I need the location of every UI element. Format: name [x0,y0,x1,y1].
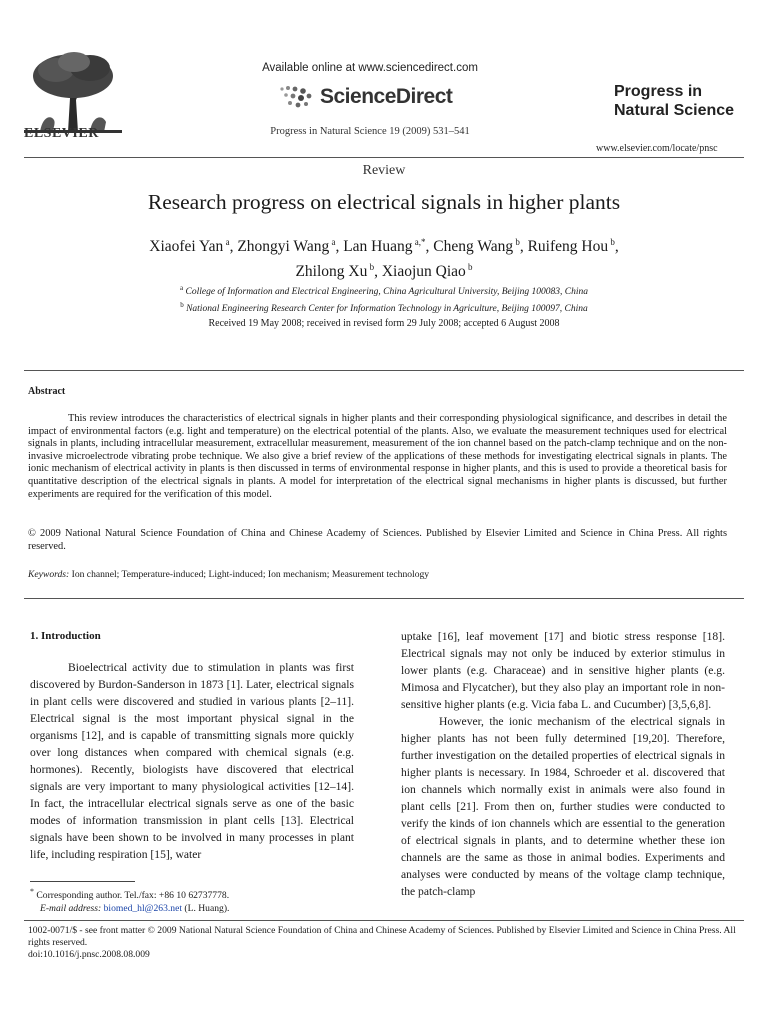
affiliation-text: National Engineering Research Center for Information Technology in Agriculture, Beijing 100097, China [186,304,588,315]
email-link[interactable]: biomed_hl@263.net [103,903,182,915]
affiliation-mark: b [180,301,184,310]
abstract-text: This review introduces the characteristics of electrical signals in higher plants and their corresponding physiological significance, and describes in detail the impact of environmental factors (e.g. light and temperature) on the electrical potential of the plants. Also, we evaluate the measurement techniques used for electrical signals in plants, including intracellular measurement, extracellular measurement, measurement of the ion channel based on the patch-clamp technique and on the non-invasive microelectrode vibrating probe technique. We also give a brief review of the applications of these methods for investigating electrical signals in plants. The ionic mechanism of electrical activity in plants is then discussed in terms of environmental response in higher plants, and this is used to provide a theoretical basis for quantitative description of the electrical signals in plants. A model for interpretation of the electrical signal mechanisms in higher plants is discussed, but further experiments are required for the verification of this model. [28,413,727,500]
author-name: Cheng Wang [433,238,514,256]
author-affil-mark: b [608,237,615,247]
author-affil-mark: a,* [412,237,426,247]
sciencedirect-dots-icon [278,85,314,109]
journal-reference: Progress in Natural Science 19 (2009) 531–541 [270,126,470,137]
author-name: Lan Huang [343,238,413,256]
author-affil-mark: b [465,262,473,273]
author-affil-mark: b [367,262,375,273]
body-right-column [401,628,725,900]
header-divider [24,157,744,158]
email-suffix: (L. Huang). [184,903,230,915]
page-footer [28,925,738,962]
affiliations [60,282,708,316]
author-name: Zhongyi Wang [237,238,330,256]
author-list: Xiaofei Yan $^a$, Zhongyi Wang $^a$, Lan Huang $^{a,*}$, Cheng Wang $^b$, Ruifeng Hou $^b$, Zhilong Xu $^b$, Xiaojun Qiao $^b$ [149,237,619,281]
front-matter: 1002-0071/$ - see front matter © 2009 National Natural Science Foundation of China and Chinese Academy of Sciences. Published by Elsevier Limited and Science in China Press. All rights reserved. [28,925,736,949]
keywords-label: Keywords: [28,569,70,580]
intro-paragraph-continued: uptake [16], leaf movement [17] and biotic stress response [18]. Electrical signals may not only be induced by exterior stimulus in lower plants (e.g. Characeae) and in sensitive higher plants (e.g. Mimosa and Flycatcher), but they also play an important role in non-sensitive higher plants (e.g. Vicia faba L. and Cucumber) [3,5,6,8]. [401,630,725,711]
footnote [30,885,360,915]
received-dates: Received 19 May 2008; received in revised form 29 July 2008; accepted 6 August 2008 [208,318,560,329]
intro-paragraph-2: However, the ionic mechanism of the electrical signals in higher plants has not been fully determined [19,20]. Therefore, further investigation on the detailed properties of electrical signals in higher plants is necessary. In 1984, Schroeder et al. discovered that ion channels which normally exist in animals were also found in plant cells [21]. From then on, further studies were conducted to verify the kinds of ion channels which are essential to the generation of electrical signals in plants, and to determine whether these ion channels are the same as those in animal bodies. Experiments and analyses were conducted by means of the voltage clamp technique, the patch-clamp [401,715,725,898]
corresponding-author: Corresponding author. Tel./fax: +86 10 62737778. [36,890,230,902]
affiliation-mark: a [180,284,184,292]
email-label: E-mail address: [40,903,102,915]
publisher-name: ELSEVIER [24,126,99,141]
keywords-list: Ion channel; Temperature-induced; Light-induced; Ion mechanism; Measurement technology [71,569,430,580]
abstract-copyright: © 2009 National Natural Science Foundation of China and Chinese Academy of Sciences. Published by Elsevier Limited and Science in China Press. All rights reserved. [28,528,727,552]
footnote-mark: * [30,887,34,896]
keywords [28,569,727,580]
affiliation-a [60,282,708,299]
journal-url[interactable]: www.elsevier.com/locate/pnsc [596,143,718,154]
author-affil-mark: a [223,237,230,247]
author-name: Xiaojun Qiao [381,263,466,281]
author-name: Ruifeng Hou [527,238,609,256]
author-name: Xiaofei Yan [149,238,224,256]
footnote-divider [30,881,135,882]
intro-paragraph: Bioelectrical activity due to stimulation in plants was first discovered by Burdon-Sanderson in 1873 [1]. Later, electrical signals in plant cells were discovered and studied in various plants [2–11]. Electrical signal is the most important physical signal in the organisms [12], and is capable of transmitting signals more quickly over long distances when compared with chemical signals (e.g. hormones). Recently, biologists have discovered that electrical signals are very important to many physiological activities [12–14]. In fact, the intracellular electrical signals serve as one of the basic modes of information transmission in plant cells [13]. Electrical signals have been shown to be involved in many processes in plant life, including respiration [15], water [30,661,354,861]
doi[interactable]: doi:10.1016/j.pnsc.2008.08.009 [28,949,150,961]
sciencedirect-logo [278,82,488,112]
article-title: Research progress on electrical signals in higher plants [147,190,621,214]
body-left-column [30,659,354,863]
journal-title [614,82,734,120]
abstract-divider-bottom [24,598,744,599]
section-heading: 1. Introduction [30,630,101,642]
affiliation-b [60,299,708,316]
author-affil-mark: a [329,237,336,247]
abstract-divider-top [24,370,744,371]
author-affil-mark: b [513,237,520,247]
journal-title-line2: Natural Science [614,102,735,119]
journal-title-line1: Progress in [614,83,703,100]
sciencedirect-wordmark: ScienceDirect [320,85,453,108]
abstract-heading: Abstract [28,386,66,397]
available-online-text: Available online at www.sciencedirect.com [262,62,478,74]
footer-divider [24,920,744,921]
affiliation-text: College of Information and Electrical Engineering, China Agricultural University, Beijing 100083, China [185,287,588,298]
abstract-body [28,413,727,501]
author-name: Zhilong Xu [295,263,368,281]
article-type: Review [362,163,406,178]
